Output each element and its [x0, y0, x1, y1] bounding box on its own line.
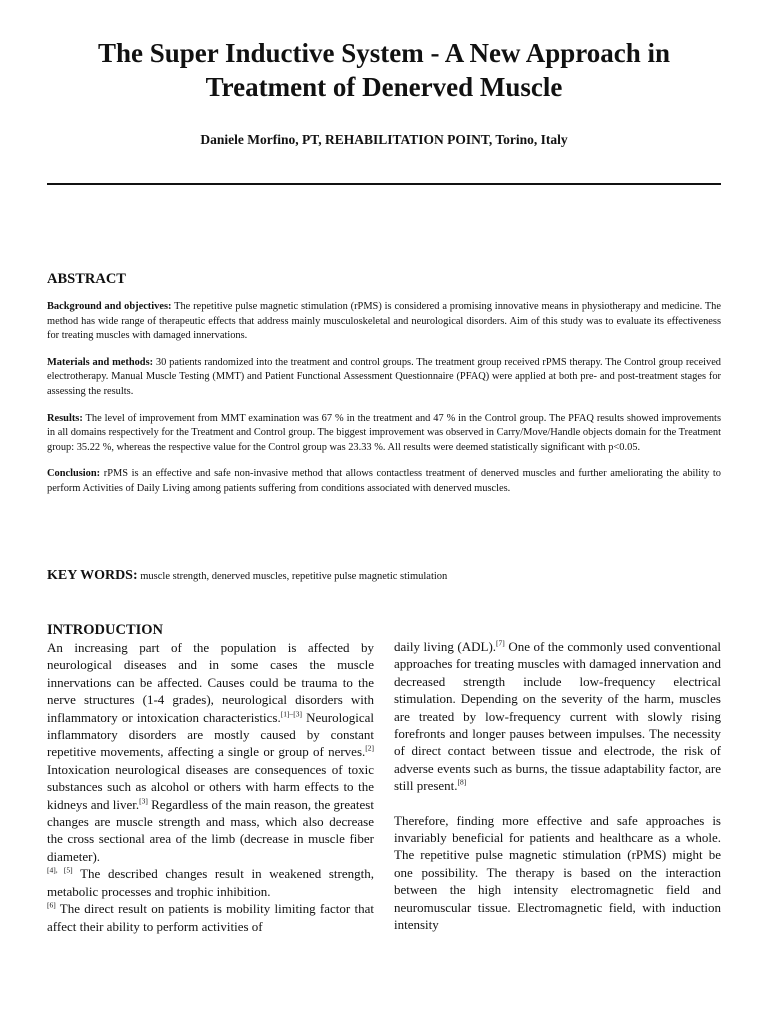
results-label: Results:	[47, 412, 83, 424]
keywords	[47, 567, 721, 586]
citation-ref: [6]	[47, 900, 56, 910]
abstract-methods	[47, 356, 721, 400]
intro-text: Intoxication neurological diseases are consequences of toxic substances such as alcohol or others with harm effects to the kidneys and liver.	[47, 761, 374, 812]
intro-text: Neurological inflammatory disorders are mostly caused by constant repetitive movements, affecting a single or group of nerves.	[47, 709, 374, 760]
intro-text: An increasing part of the population is affected by neurological diseases and in some cases the muscle innervations can be affected. Causes could be trauma to the nerve structures (1-4 grades), neurological disorders with inflammatory or intoxication characteristics.	[47, 640, 374, 725]
conclusion-text: rPMS is an effective and safe non-invasive method that allows contactless treatment of denerved muscles and further ameliorating the ability to perform Activities of Daily Living among patients suffering from conditions associated with denerved muscles.	[47, 468, 721, 494]
intro-text: The described changes result in weakened strength, metabolic processes and trophic inhibition.	[47, 866, 374, 899]
header-divider	[47, 183, 721, 185]
introduction-paragraph-2	[394, 638, 721, 795]
background-text: The repetitive pulse magnetic stimulation (rPMS) is considered a promising innovative means in physiotherapy and medicine. The method has wide range of therapeutic effects that address mainly musculoskeletal and neurological disorders. Aim of this study was to evaluate its effectiveness for treating muscles with damaged innervations.	[47, 301, 721, 342]
introduction-right-column	[394, 638, 721, 934]
results-text: The level of improvement from MMT examination was 67 % in the treatment and 47 % in the Control group. The PFAQ results showed improvements in all domains respectively for the Treatment and Control group. The biggest improvement was observed in Carry/Move/Handle objects domain for the Treatment group: 35.22 %, whereas the respective value for the Control group was 23.33 %. All results were deemed statistically significant with p<0.05.	[47, 412, 721, 453]
methods-label: Materials and methods:	[47, 356, 154, 368]
abstract-background	[47, 300, 721, 344]
conclusion-label: Conclusion:	[47, 468, 101, 480]
introduction-paragraph-3: Therefore, finding more effective and safe approaches is invariably beneficial for patients and healthcare as a whole. The repetitive pulse magnetic stimulation (rPMS) might be one possibility. The therapy is based on the interaction between the high intensity electromagnetic field and neuromuscular tissue. Electromagnetic field, with induction intensity	[394, 812, 721, 933]
paper-title	[40, 36, 728, 104]
methods-text: 30 patients randomized into the treatment and control groups. The treatment group received rPMS therapy. The Control group received electrotherapy. Manual Muscle Testing (MMT) and Patient Functional Assessment Questionnaire (PFAQ) were applied at both pre- and post-treatment stages for assessing the results.	[47, 356, 722, 397]
intro-text: The direct result on patients is mobility limiting factor that affect their ability to perform activities of	[47, 901, 374, 934]
title-line-2: Treatment of Denerved Muscle	[205, 72, 563, 102]
abstract-section	[47, 270, 721, 509]
intro-text: One of the commonly used conventional approaches for treating muscles with damaged innervation and decreased strength include low-frequency electrical stimulation. Depending on the severity of the harm, muscles are treated by low-frequency current with slowly rising forefronts and longer pauses between impulses. The necessity of direct contact between tissue and electrode, the risk of adverse events such as burns, the tissue adaptability factor, are still present.	[394, 639, 721, 794]
citation-ref: [1]–[3]	[280, 709, 302, 719]
paragraph-gap	[394, 795, 721, 812]
citation-ref: [7]	[496, 638, 505, 648]
keywords-label: KEY WORDS:	[47, 568, 138, 583]
title-line-1: The Super Inductive System - A New Approach in	[97, 38, 671, 68]
introduction-left-column	[47, 622, 374, 935]
introduction-paragraph-1	[47, 639, 374, 935]
citation-ref: [3]	[139, 796, 148, 806]
abstract-heading: ABSTRACT	[47, 271, 126, 287]
intro-text: daily living (ADL).	[394, 639, 497, 654]
abstract-results	[47, 412, 721, 456]
background-label: Background and objectives:	[47, 301, 172, 312]
citation-ref: [4], [5]	[47, 865, 73, 875]
abstract-conclusion	[47, 467, 721, 496]
citation-ref: [8]	[457, 777, 467, 787]
introduction-heading: INTRODUCTION	[47, 622, 164, 638]
author-affiliation: Daniele Morfino, PT, REHABILITATION POINT, Torino, Italy	[200, 132, 568, 147]
citation-ref: [2]	[365, 744, 374, 754]
intro-text: Regardless of the main reason, the greatest changes are muscle strength and mass, which also decrease the cross sectional area of the limb (decrease in muscle fiber diameter).	[47, 796, 374, 864]
keywords-text: muscle strength, denerved muscles, repetitive pulse magnetic stimulation	[137, 571, 448, 582]
